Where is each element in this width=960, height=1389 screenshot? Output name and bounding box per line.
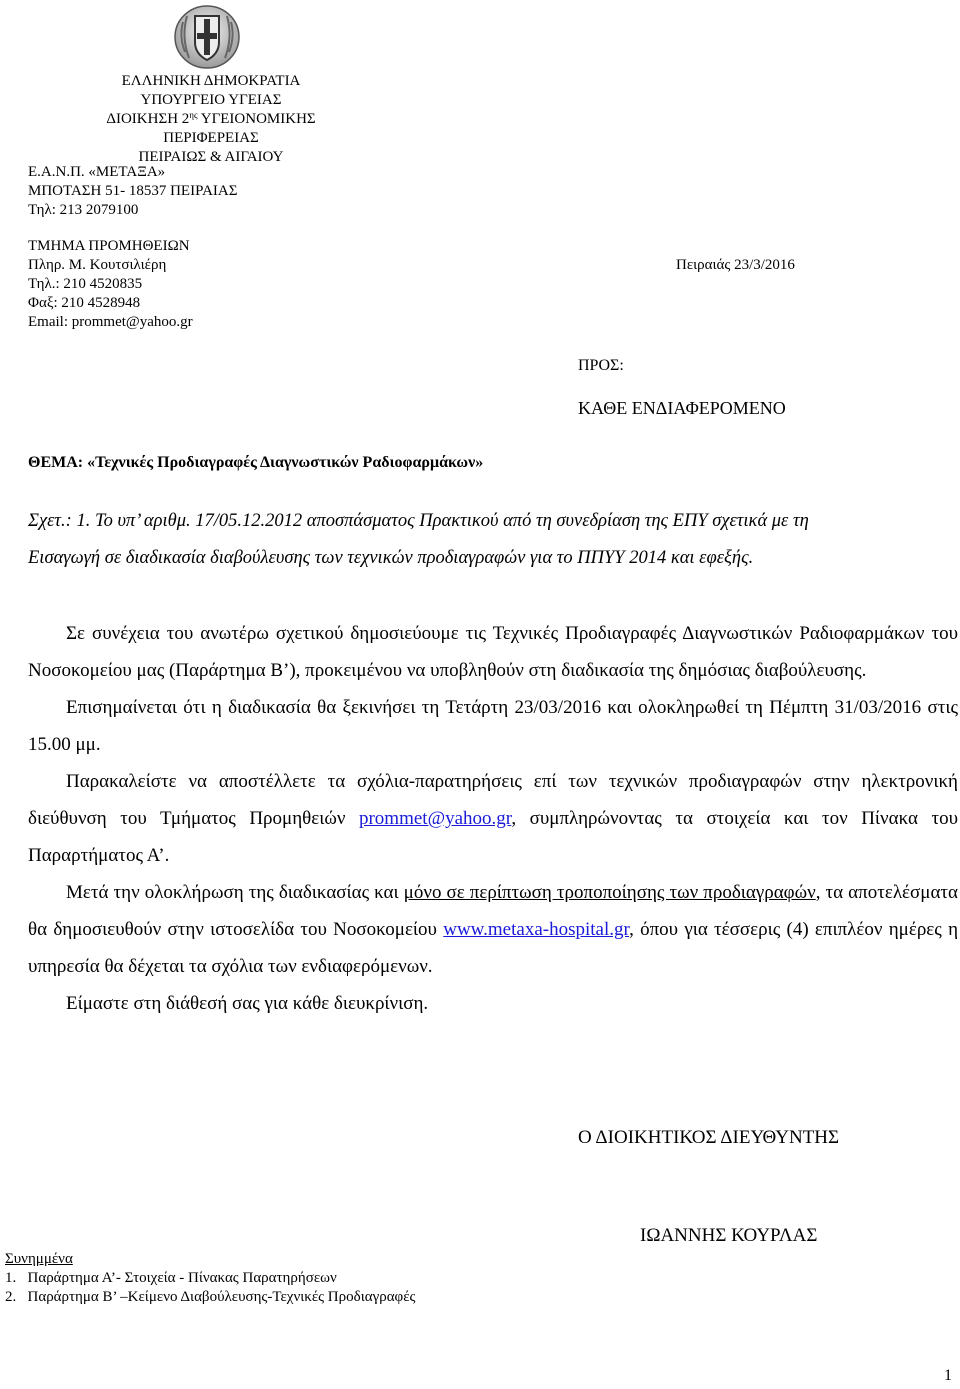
hospital-phone: Τηλ: 213 2079100: [28, 202, 139, 218]
ministry-line-4: ΠΕΙΡΑΙΩΣ & ΑΙΓΑΙΟΥ: [138, 149, 284, 165]
signature-name: ΙΩΑΝΝΗΣ ΚΟΥΡΛΑΣ: [640, 1225, 818, 1246]
signature-title: Ο ΔΙΟΙΚΗΤΙΚΟΣ ΔΙΕΥΘΥΝΤΗΣ: [578, 1127, 840, 1148]
body-paragraph-1: Σε συνέχεια του ανωτέρω σχετικού δημοσιεύουμε τις Τεχνικές Προδιαγραφές Διαγνωστικών Ραδιοφαρμάκων του Νοσοκομείου μας (Παράρτημα Β’), προκειμένου να υποβληθούν στη διαδικασία της δημόσιας διαβούλευσης.: [28, 623, 958, 681]
ministry-line-1: ΕΛΛΗΝΙΚΗ ΔΗΜΟΚΡΑΤΙΑ: [121, 73, 301, 89]
letter-body: [28, 615, 958, 1022]
department-phone: Τηλ.: 210 4520835: [28, 276, 143, 292]
ministry-header: [66, 72, 356, 167]
email-link[interactable]: prommet@yahoo.gr: [358, 808, 512, 829]
department-name: ΤΜΗΜΑ ΠΡΟΜΗΘΕΙΩΝ: [28, 238, 190, 254]
attachments: [5, 1250, 415, 1307]
ministry-line-2: ΥΠΟΥΡΓΕΙΟ ΥΓΕΙΑΣ: [140, 92, 282, 108]
hospital-info: [28, 163, 237, 220]
greek-emblem-icon: [173, 4, 241, 70]
underlined-condition: μόνο σε περίπτωση τροποποίησης των προδιαγραφών: [403, 882, 816, 903]
attachments-heading: Συνημμένα: [5, 1251, 73, 1267]
ministry-line-3: ΔΙΟΙΚΗΣΗ $2^{\eta\varsigma}$ ΥΓΕΙΟΝΟΜΙΚΗΣ ΠΕΡΙΦΕΡΕΙΑΣ: [106, 110, 316, 146]
attachment-item-1: 1. Παράρτημα Α’- Στοιχεία - Πίνακας Παρατηρήσεων: [5, 1270, 337, 1286]
hospital-name: Ε.Α.Ν.Π. «ΜΕΤΑΞΑ»: [28, 164, 166, 180]
body-paragraph-3: Παρακαλείστε να αποστέλλετε τα σχόλια-παρατηρήσεις επί των τεχνικών προδιαγραφών στην ηλεκτρονική διεύθυνση του Τμήματος Προμηθειών prommet@yahoo.gr, συμπληρώνοντας τα στοιχεία και τον Πίνακα του Παραρτήματος Α’.: [28, 771, 958, 866]
place-date: Πειραιάς 23/3/2016: [676, 257, 795, 273]
hospital-address: ΜΠΟΤΑΣΗ 51- 18537 ΠΕΙΡΑΙΑΣ: [28, 183, 238, 199]
department-email: Email: prommet@yahoo.gr: [28, 314, 193, 330]
body-paragraph-4: Μετά την ολοκλήρωση της διαδικασίας και μόνο σε περίπτωση τροποποίησης των προδιαγραφών, τα αποτελέσματα θα δημοσιευθούν στην ιστοσελίδα του Νοσοκομείου www.metaxa-hospital.gr, όπου για τέσσερις (4) επιπλέον ημέρες η υπηρεσία θα δέχεται τα σχόλια των ενδιαφερόμενων.: [28, 882, 959, 977]
department-info: [28, 237, 193, 332]
reference-line-1: Σχετ.: 1. Το υπ’ αριθμ. 17/05.12.2012 αποσπάσματος Πρακτικού από τη συνεδρίαση της ΕΠΥ σχετικά με τη: [28, 511, 809, 531]
body-paragraph-2: Επισημαίνεται ότι η διαδικασία θα ξεκινήσει τη Τετάρτη 23/03/2016 και ολοκληρωθεί τη Πέμπτη 31/03/2016 στις 15.00 μμ.: [28, 697, 958, 755]
recipient-value: ΚΑΘΕ ΕΝΔΙΑΦΕΡΟΜΕΝΟ: [578, 398, 786, 418]
attachment-item-2: 2. Παράρτημα Β’ –Κείμενο Διαβούλευσης-Τεχνικές Προδιαγραφές: [5, 1289, 416, 1305]
department-fax: Φαξ: 210 4528948: [28, 295, 141, 311]
recipient-label: ΠΡΟΣ:: [578, 357, 624, 374]
website-link[interactable]: www.metaxa-hospital.gr: [443, 919, 630, 940]
contact-person: Πληρ. Μ. Κουτσιλιέρη: [28, 257, 167, 273]
page-number: 1: [944, 1367, 952, 1384]
body-paragraph-5: Είμαστε στη διάθεσή σας για κάθε διευκρίνιση.: [66, 993, 429, 1014]
subject-line: ΘΕΜΑ: «Τεχνικές Προδιαγραφές Διαγνωστικών Ραδιοφαρμάκων»: [28, 454, 484, 471]
reference-line-2: Εισαγωγή σε διαδικασία διαβούλευσης των τεχνικών προδιαγραφών για το ΠΠΥΥ 2014 και εφεξής.: [28, 548, 754, 568]
